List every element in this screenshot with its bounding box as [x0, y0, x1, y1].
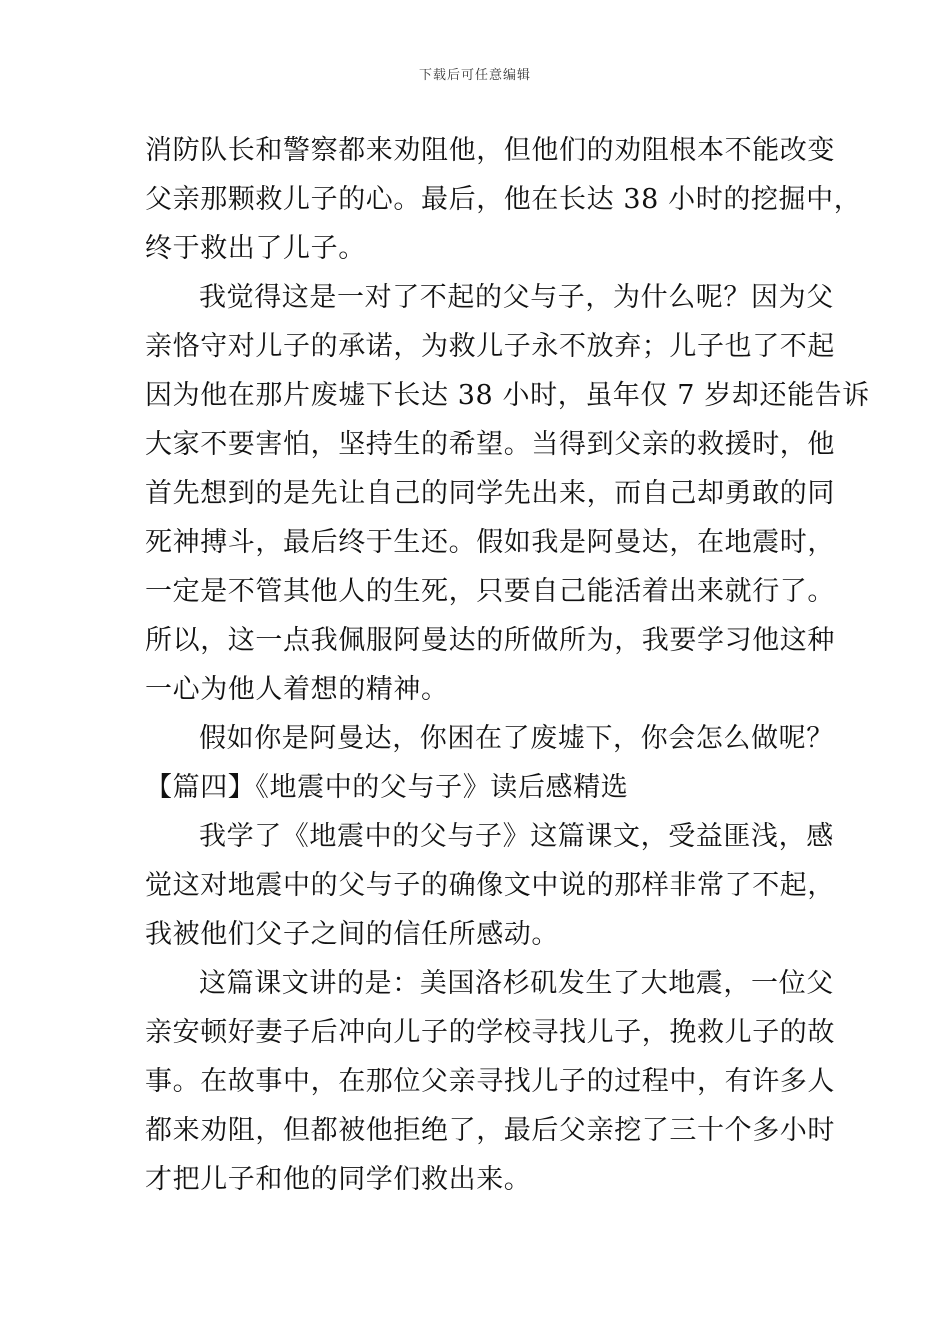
- text-line: 都来劝阻，但都被他拒绝了，最后父亲挖了三十个多小时: [145, 1115, 835, 1146]
- section-heading: 【篇四】《地震中的父与子》读后感精选: [145, 772, 629, 803]
- paragraph-start: 这篇课文讲的是：美国洛杉矶发生了大地震，一位父: [199, 968, 834, 999]
- text-line: 首先想到的是先让自己的同学先出来，而自己却勇敢的同: [145, 478, 835, 509]
- page-header: 下载后可任意编辑: [418, 68, 531, 83]
- paragraph-start: 我觉得这是一对了不起的父与子，为什么呢？因为父: [199, 282, 834, 313]
- text-line: 一心为他人着想的精神。: [145, 674, 449, 705]
- text-line: 大家不要害怕，坚持生的希望。当得到父亲的救援时，他: [145, 429, 835, 460]
- text-line: 因为他在那片废墟下长达 38 小时，虽年仅 7 岁却还能告诉: [145, 380, 870, 411]
- text-line: 父亲那颗救儿子的心。最后，他在长达 38 小时的挖掘中，: [145, 184, 862, 215]
- text-line: 我被他们父子之间的信任所感动。: [145, 919, 559, 950]
- paragraph-start: 我学了《地震中的父与子》这篇课文，受益匪浅，感: [199, 821, 834, 852]
- text-line: 亲恪守对儿子的承诺，为救儿子永不放弃；儿子也了不起: [145, 331, 835, 362]
- text-line: 亲安顿好妻子后冲向儿子的学校寻找儿子，挽救儿子的故: [145, 1017, 835, 1048]
- text-line: 所以，这一点我佩服阿曼达的所做所为，我要学习他这种: [145, 625, 835, 656]
- document-body: [145, 126, 870, 1204]
- text-line: 死神搏斗，最后终于生还。假如我是阿曼达，在地震时，: [145, 527, 835, 558]
- text-line: 事。在故事中，在那位父亲寻找儿子的过程中，有许多人: [145, 1066, 835, 1097]
- paragraph-start: 假如你是阿曼达，你困在了废墟下，你会怎么做呢？: [199, 723, 834, 754]
- text-line: 消防队长和警察都来劝阻他，但他们的劝阻根本不能改变: [145, 135, 835, 166]
- text-line: 觉这对地震中的父与子的确像文中说的那样非常了不起，: [145, 870, 835, 901]
- text-line: 才把儿子和他的同学们救出来。: [145, 1164, 532, 1195]
- text-line: 终于救出了儿子。: [145, 233, 366, 264]
- text-line: 一定是不管其他人的生死，只要自己能活着出来就行了。: [145, 576, 835, 607]
